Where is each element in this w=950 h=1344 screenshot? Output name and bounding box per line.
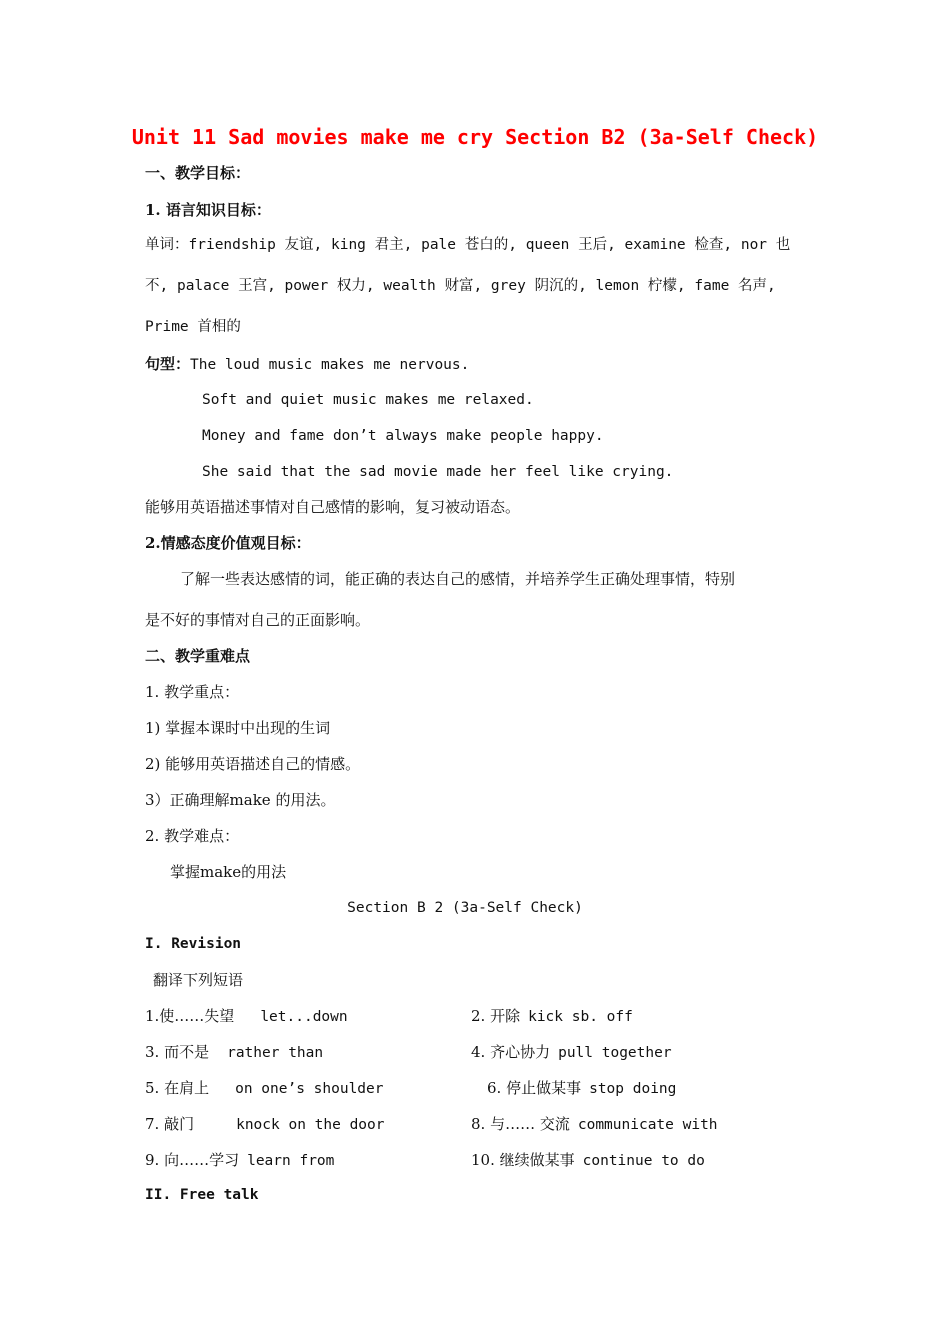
phrase-item <box>145 1042 323 1063</box>
emotion-line-1: 了解一些表达感情的词，能正确的表达自己的感情，并培养学生正确处理事情，特别 <box>180 570 736 588</box>
vocab-line-1: 单词：friendship 友谊, king 君主, pale 苍白的, queen 王后, examine 检查, nor 也 <box>145 237 791 253</box>
subheading-emotion: 2.情感态度价值观目标： <box>145 534 311 552</box>
phrase-item <box>471 1006 633 1027</box>
revision-instruction: 翻译下列短语 <box>153 971 244 989</box>
ability-line: 能够用英语描述事情对自己感情的影响，复习被动语态。 <box>145 498 521 516</box>
phrase-item <box>145 1114 385 1135</box>
phrase-en: kick sb. off <box>528 1009 633 1025</box>
section-title: Section B 2 (3a-Self Check) <box>347 900 583 916</box>
key-point-1: 1) 掌握本课时中出现的生词 <box>145 719 331 737</box>
vocab-line-3: Prime 首相的 <box>145 319 241 335</box>
phrase-cn: 5. 在肩上 <box>145 1079 210 1097</box>
free-talk-heading: II. Free talk <box>145 1187 259 1203</box>
phrase-cn: 1.使……失望 <box>145 1007 235 1025</box>
phrase-item <box>145 1150 334 1171</box>
phrase-en: knock on the door <box>236 1117 385 1133</box>
vocab-line-2: 不, palace 王宫, power 权力, wealth 财富, grey 阴沉的, lemon 柠檬, fame 名声, <box>145 278 776 294</box>
subheading-language-knowledge: 1. 语言知识目标： <box>145 201 271 219</box>
phrase-en: learn from <box>247 1153 335 1169</box>
key-point-3: 3）正确理解make 的用法。 <box>145 791 336 809</box>
phrase-cn: 7. 敲门 <box>145 1115 195 1133</box>
phrase-en: on one’s shoulder <box>235 1081 384 1097</box>
revision-heading: I. Revision <box>145 936 242 952</box>
sentence-pattern-row <box>145 354 469 375</box>
phrase-en: pull together <box>558 1045 672 1061</box>
phrase-item <box>471 1042 672 1063</box>
phrase-item <box>487 1078 676 1099</box>
key-points-heading: 1. 教学重点： <box>145 683 240 701</box>
phrase-en: stop doing <box>589 1081 677 1097</box>
phrase-item <box>145 1006 348 1027</box>
phrase-cn: 2. 开除 <box>471 1007 521 1025</box>
phrase-cn: 8. 与…… 交流 <box>471 1115 570 1133</box>
phrase-cn: 9. 向……学习 <box>145 1151 240 1169</box>
phrase-en: let...down <box>260 1009 348 1025</box>
section-heading-key-points: 二、教学重难点 <box>145 647 251 665</box>
phrase-en: continue to do <box>582 1153 705 1169</box>
sentence-2: Soft and quiet music makes me relaxed. <box>202 392 534 408</box>
sentence-4: She said that the sad movie made her feel like crying. <box>202 464 674 480</box>
phrase-item <box>145 1078 384 1099</box>
phrase-en: rather than <box>227 1045 324 1061</box>
section-heading-objectives: 一、教学目标： <box>145 164 251 182</box>
phrase-cn: 3. 而不是 <box>145 1043 210 1061</box>
difficult-points-heading: 2. 教学难点： <box>145 827 240 845</box>
phrase-item <box>471 1114 718 1135</box>
phrase-cn: 10. 继续做某事 <box>471 1151 575 1169</box>
sentence-pattern-label: 句型： <box>145 355 191 373</box>
phrase-cn: 6. 停止做某事 <box>487 1079 582 1097</box>
phrase-item <box>471 1150 705 1171</box>
phrase-en: communicate with <box>577 1117 718 1133</box>
difficult-point-1: 掌握make的用法 <box>170 863 287 881</box>
phrase-cn: 4. 齐心协力 <box>471 1043 551 1061</box>
emotion-line-2: 是不好的事情对自己的正面影响。 <box>145 611 371 629</box>
sentence-1: The loud music makes me nervous. <box>190 357 470 373</box>
document-title: Unit 11 Sad movies make me cry Section B2 (3a-Self Check) <box>131 125 819 149</box>
key-point-2: 2) 能够用英语描述自己的情感。 <box>145 755 361 773</box>
sentence-3: Money and fame don’t always make people happy. <box>202 428 604 444</box>
